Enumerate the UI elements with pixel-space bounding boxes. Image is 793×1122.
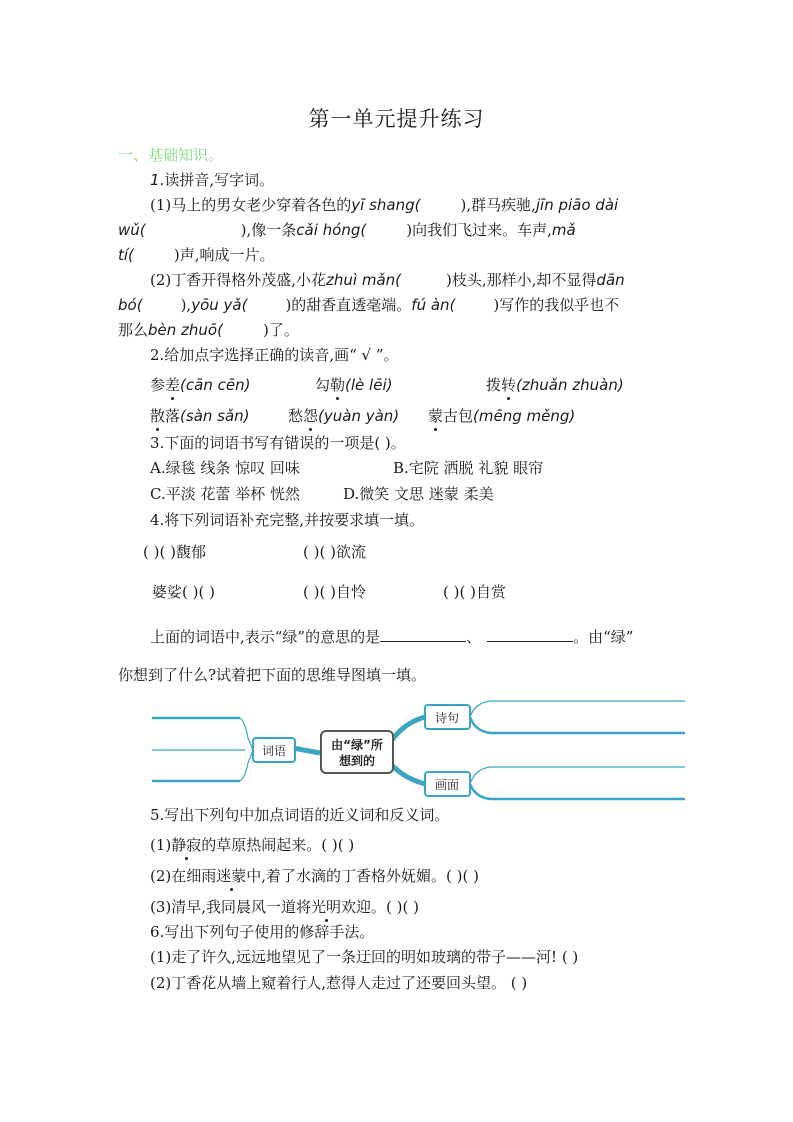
- q4-idiom: ( )( )欲流: [303, 543, 366, 561]
- q6-item: (2)丁香花从墙上窥着行人,惹得人走过了还要回头望。 ( ): [150, 974, 528, 992]
- q1-p2-line1: (2)丁香开得格外茂盛,小花zhuì mǎn( )枝头,那样小,却不显得dān: [150, 271, 625, 289]
- svg-text:诗句: 诗句: [434, 711, 460, 725]
- q4-idiom: ( )( )自赏: [443, 583, 506, 601]
- question-1-label: 1.读拼音,写字词。: [150, 171, 275, 189]
- q3-option-c: C.平淡 花蕾 举杯 恍然: [150, 485, 301, 503]
- q5-item: (2)在细雨迷蒙中,着了水滴的丁香格外妩媚。( )( ): [150, 867, 479, 885]
- svg-text:词语: 词语: [261, 744, 287, 758]
- q1-p2-line3: 那么bèn zhuō( )了。: [118, 321, 299, 339]
- svg-text:由“绿”所: 由“绿”所: [331, 738, 383, 752]
- q4-fill-line2: 你想到了什么?试着把下面的思维导图填一填。: [118, 666, 427, 684]
- question-4-label: 4.将下列词语补充完整,并按要求填一填。: [150, 511, 425, 529]
- q6-item: (1)走了许久,远远地望见了一条迂回的明如玻璃的带子——河! ( ): [150, 948, 579, 966]
- q1-p2-line2: bó( ),yōu yǎ( )的甜香直透毫端。fú àn( )写作的我似乎也不: [118, 296, 620, 314]
- q2-item: 勾勒(lè lēi): [315, 376, 393, 394]
- q4-idiom: ( )( )自怜: [303, 583, 366, 601]
- question-5-label: 5.写出下列句中加点词语的近义词和反义词。: [150, 806, 450, 824]
- q3-option-d: D.微笑 文思 迷蒙 柔美: [343, 485, 494, 503]
- question-3-label: 3.下面的词语书写有错误的一项是( )。: [150, 434, 406, 452]
- svg-text:画面: 画面: [434, 778, 460, 792]
- q4-fill-line: 上面的词语中,表示“绿”的意思的是 、 。由“绿”: [150, 628, 634, 646]
- q1-p1-line3: tí( )声,响成一片。: [118, 246, 275, 264]
- q4-idiom: ( )( )馥郁: [143, 543, 206, 561]
- q1-p1-line1: (1)马上的男女老少穿着各色的yī shang( ),群马疾驰,jīn piāo dài: [150, 196, 619, 214]
- mind-map: [145, 693, 690, 803]
- q2-item: 散落(sàn sǎn): [150, 407, 250, 425]
- svg-text:想到的: 想到的: [338, 754, 376, 768]
- q3-option-b: B.宅院 洒脱 礼貌 眼帘: [393, 459, 544, 477]
- q2-item: 愁怨(yuàn yàn): [288, 407, 400, 425]
- q4-idiom: 婆娑( )( ): [152, 583, 215, 601]
- q2-item: 拨转(zhuǎn zhuàn): [486, 376, 624, 394]
- answer-blank[interactable]: [380, 627, 466, 642]
- q2-item: 参差(cān cēn): [150, 376, 251, 394]
- q5-item: (3)清早,我同晨风一道将光明欢迎。( )( ): [150, 898, 419, 916]
- question-6-label: 6.写出下列句子使用的修辞手法。: [150, 923, 375, 941]
- q5-item: (1)静寂的草原热闹起来。( )( ): [150, 836, 355, 854]
- question-2-label: 2.给加点字选择正确的读音,画“ √ ”。: [150, 346, 399, 364]
- q3-option-a: A.绿毯 线条 惊叹 回味: [150, 459, 300, 477]
- section-heading: 一、基础知识。: [118, 146, 224, 164]
- q2-item: 蒙古包(mēng měng): [428, 407, 576, 425]
- answer-blank[interactable]: [487, 627, 573, 642]
- q1-p1-line2: wǔ( ),像一条cǎi hóng( )向我们飞过来。车声,mǎ: [118, 221, 576, 239]
- page-title: 第一单元提升练习: [308, 107, 485, 131]
